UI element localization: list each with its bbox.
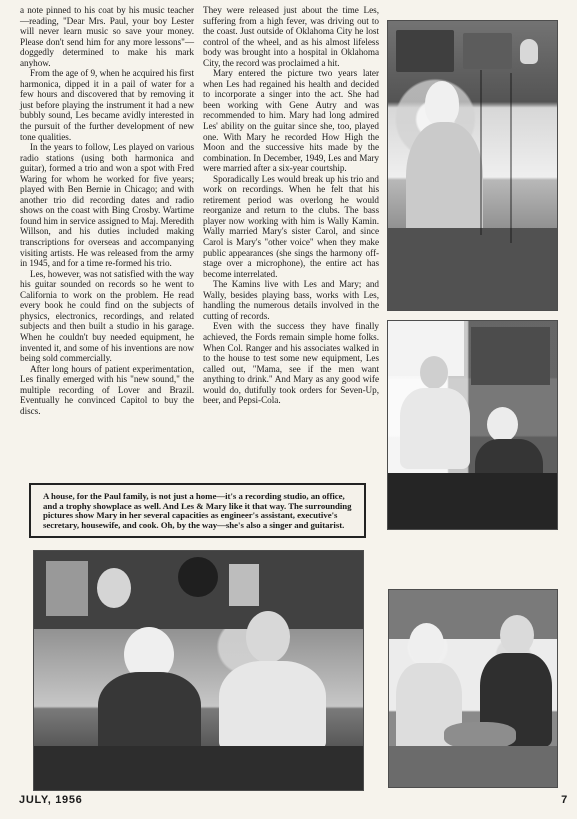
mixing-bowl	[444, 722, 516, 749]
right-paragraph-4: The Kamins live with Les and Mary; and Wally, besides playing bass, works with Les, handling the numerous details involved in the cutting of records.	[203, 279, 379, 321]
right-paragraph-1: They were released just about the time Les, suffering from a high fever, was driving out to the coast. Just outside of Oklahoma City he lost control of the wheel, and as his almost lifeless body was brought into a hospital in Oklahoma City, the record was proclaimed a hit.	[203, 5, 379, 68]
woman-head-shape	[409, 623, 444, 665]
man-body-shape	[400, 388, 470, 469]
wall-plaque	[229, 564, 259, 606]
bookshelf	[471, 327, 550, 385]
man-head-shape	[520, 39, 538, 64]
control-panel	[463, 33, 512, 69]
trophy-room-photo	[33, 550, 364, 791]
counter-shadow	[389, 746, 558, 788]
left-paragraph-5: After long hours of patient experimentation, Les finally emerged with his "new sound," the multiple recording of Lover and Brazil. Eventually he convinced Capitol to buy the discs.	[20, 363, 194, 416]
page-number: 7	[561, 794, 568, 806]
issue-date: JULY, 1956	[19, 794, 83, 806]
right-article-column	[203, 5, 379, 406]
man-body-shape	[219, 661, 326, 750]
recording-studio-photo	[387, 20, 558, 311]
man-head-shape	[500, 615, 534, 655]
record-display	[97, 568, 131, 608]
left-paragraph-4: Les, however, was not satisfied with the way his guitar sounded on records so he went to California to work on the problem. He read every book he could find on the subjects of physics, electronics, recordings, and related subjects and then built a studio in his garage. When he couldn't buy needed equipment, he invented it, and some of his inventions are now being sold commercially.	[20, 268, 194, 364]
woman-head-shape	[487, 407, 518, 442]
equipment-panel	[396, 30, 454, 72]
kitchen-photo	[388, 589, 558, 788]
woman-head-shape	[425, 81, 459, 126]
right-paragraph-3: Sporadically Les would break up his trio and work on recordings. When he felt that his retirement period was overlong he would reorganize and return to the clubs. The bass player now working with him is Wally Kamin. Wally married Mary's sister Carol, and since Carol is Mary's "other voice" when they make public appearances (she sings the harmony off-stage over a microphone), the entire act has become interrelated.	[203, 173, 379, 279]
left-paragraph-1: a note pinned to his coat by his music teacher—reading, "Dear Mrs. Paul, your boy Lester will never learn music so save your money. Please don't send him for any more lessons"—doggedly determined to make his mark anyhow.	[20, 5, 194, 68]
woman-body-shape	[406, 122, 483, 242]
right-paragraph-2: Mary entered the picture two years later when Les had regained his health and decided to incorporate a singer into the act. She had been working with Gene Autry and was recommended to him. Mary had long admired Les' ability on the guitar since she, too, played one. With Mary he recorded How High the Moon and the successive hits made by the combination. In December, 1949, Les and Mary were married after a six-year courtship.	[203, 68, 379, 174]
floor-shadow	[34, 746, 364, 791]
man-head-shape	[420, 356, 448, 389]
desk-shape	[388, 473, 558, 530]
left-paragraph-3: In the years to follow, Les played on various radio stations (using both harmonica and guitar), formed a trio and won a spot with Fred Waring for whom he worked for five years; played with Ben Bernie in Chicago; and with another trio did recording dates and radio shows on the coast with Bing Crosby. Wartime found him in service assigned to Maj. Meredith Willson, and his duties included making transcriptions for overseas and accompanying visiting artists. He was released from the army in 1945, and for a time re-formed his trio.	[20, 142, 194, 269]
office-photo	[387, 320, 558, 530]
photo-caption-box	[29, 483, 366, 538]
right-paragraph-5: Even with the success they have finally achieved, the Fords remain simple home folks. When Col. Ranger and his associates walked in to the house to test some new equipment, Les called out, "Mama, see if the men want anything to drink." And Mary as any good wife would do, dutifully took orders for Seven-Up, beer, and Pepsi-Cola.	[203, 321, 379, 406]
desk-shadow	[388, 228, 558, 311]
woman-body-shape	[98, 672, 201, 755]
photo-caption-text: A house, for the Paul family, is not just a home—it's a recording studio, an office, and a trophy showplace as well. And Les & Mary like it that way. The surrounding pictures show Mary in her several capacities as engineer's assistant, executive's secretary, housewife, and cook. Oh, by the way—she's also a singer and guitarist.	[43, 491, 352, 530]
left-paragraph-2: From the age of 9, when he acquired his first harmonica, dipped it in a pail of water for a few hours and discovered that by removing it just before playing the instrument it had a new bubbly sound, Les became avidly interested in the pursuit of the further development of new tone qualities.	[20, 68, 194, 142]
man-head-shape	[246, 611, 290, 663]
trophy-disc	[178, 557, 218, 597]
framed-award	[46, 561, 88, 616]
left-article-column	[20, 5, 194, 416]
